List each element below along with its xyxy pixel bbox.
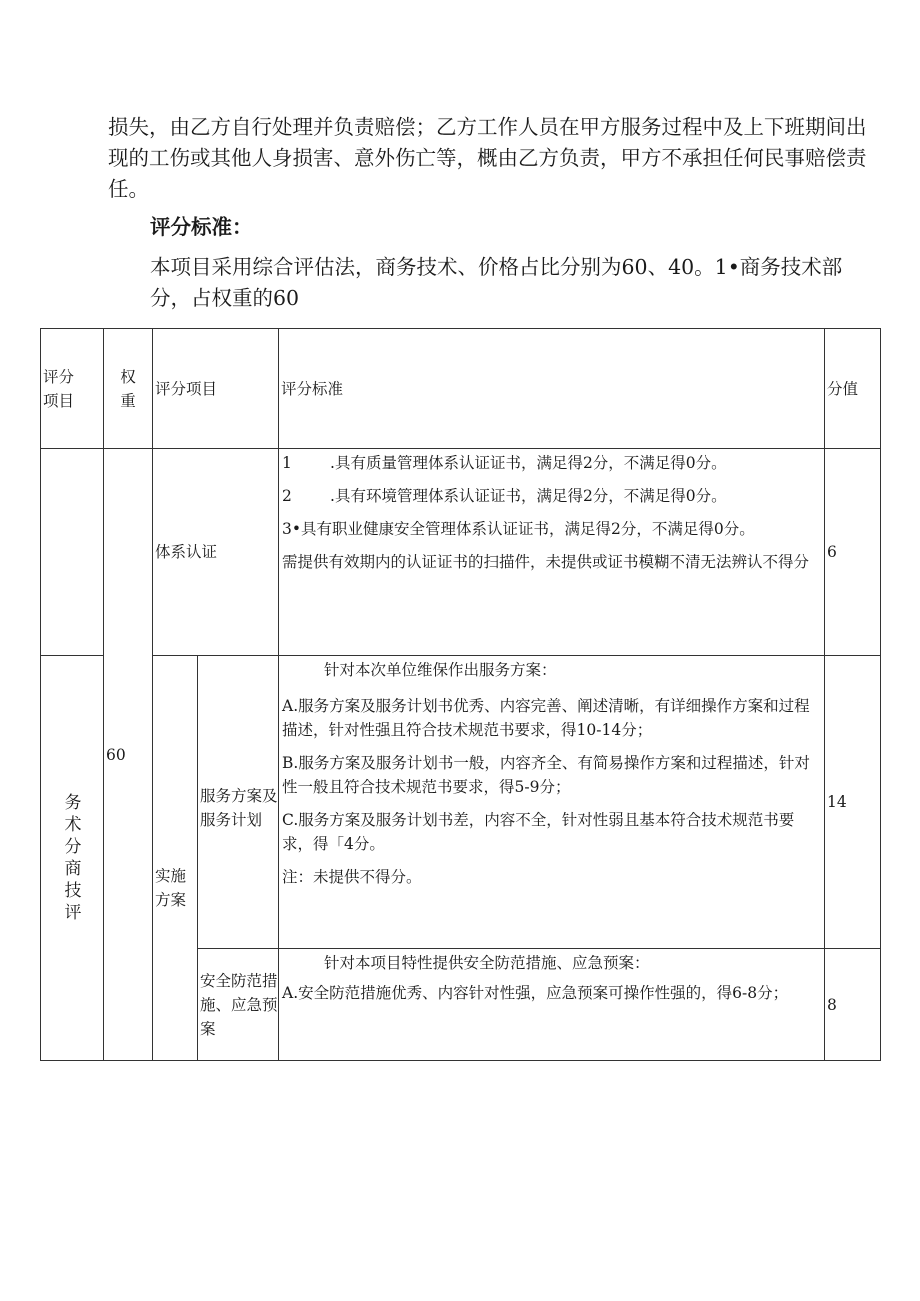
criteria-safety — [279, 949, 825, 1061]
intro-paragraph: 损失，由乙方自行处理并负责赔偿；乙方工作人员在甲方服务过程中及上下班期间出现的工伤或其他人身损害、意外伤亡等，概由乙方负责，甲方不承担任何民事赔偿责任。 — [108, 115, 867, 201]
service-level-a: A.服务方案及服务计划书优秀、内容完善、阐述清晰，有详细操作方案和过程描述，针对性强且符合技术规范书要求，得10-14分； — [282, 697, 810, 739]
cert-criterion-4: 需提供有效期内的认证证书的扫描件，未提供或证书模糊不清无法辨认不得分 — [282, 553, 810, 571]
criteria-service-plan — [279, 656, 825, 949]
scoring-table — [40, 328, 881, 1061]
cert-criterion-1-number: 1 — [282, 454, 292, 472]
score-certification: 6 — [825, 449, 881, 656]
header-item: 评分项目 — [153, 329, 279, 449]
category-cell — [41, 656, 104, 1061]
cert-criterion-3: 3•具有职业健康安全管理体系认证证书，满足得2分，不满足得0分。 — [282, 520, 755, 538]
category-blank — [41, 449, 104, 656]
header-weight-label: 权重 — [120, 367, 136, 410]
safety-level-a: A.安全防范措施优秀、内容针对性强，应急预案可操作性强的，得6-8分； — [282, 984, 789, 1002]
header-weight — [104, 329, 153, 449]
header-category: 评分项目 — [41, 329, 104, 449]
service-note: 注：未提供不得分。 — [282, 868, 422, 886]
scoring-heading: 评分标准： — [150, 215, 253, 239]
safety-intro: 针对本项目特性提供安全防范措施、应急预案： — [324, 954, 650, 972]
item-safety: 安全防范措施、应急预案 — [198, 949, 279, 1061]
cert-criterion-2-text: .具有环境管理体系认证证书，满足得2分，不满足得0分。 — [330, 487, 727, 505]
service-level-c: C.服务方案及服务计划书差，内容不全，针对性弱且基本符合技术规范书要求，得「4分。 — [282, 811, 795, 853]
cert-criterion-2 — [282, 484, 820, 508]
method-paragraph — [150, 252, 870, 314]
header-criteria: 评分标准 — [279, 329, 825, 449]
cert-criterion-2-number: 2 — [282, 487, 292, 505]
weight-cell: 60 — [104, 449, 153, 1061]
cert-criterion-1-text: .具有质量管理体系认证证书，满足得2分，不满足得0分。 — [330, 454, 727, 472]
category-label: 务术分商技评 — [64, 793, 82, 923]
item-service-plan: 服务方案及服务计划 — [198, 656, 279, 949]
method-line-2: 分，占权重的60 — [150, 286, 300, 310]
service-intro: 针对本次单位维保作出服务方案： — [324, 661, 557, 679]
header-score: 分值 — [825, 329, 881, 449]
service-level-b: B.服务方案及服务计划书一般，内容齐全、有简易操作方案和过程描述，针对性一般且符合技术规范书要求，得5-9分； — [282, 754, 810, 796]
criteria-certification — [279, 449, 825, 656]
item-certification: 体系认证 — [153, 449, 279, 656]
cert-criterion-1 — [282, 451, 820, 475]
score-safety: 8 — [825, 949, 881, 1061]
score-service-plan: 14 — [825, 656, 881, 949]
method-line-1: 本项目采用综合评估法，商务技术、价格占比分别为60、40。1•商务技术部 — [150, 255, 843, 279]
group-implementation: 实施方案 — [153, 656, 198, 1061]
